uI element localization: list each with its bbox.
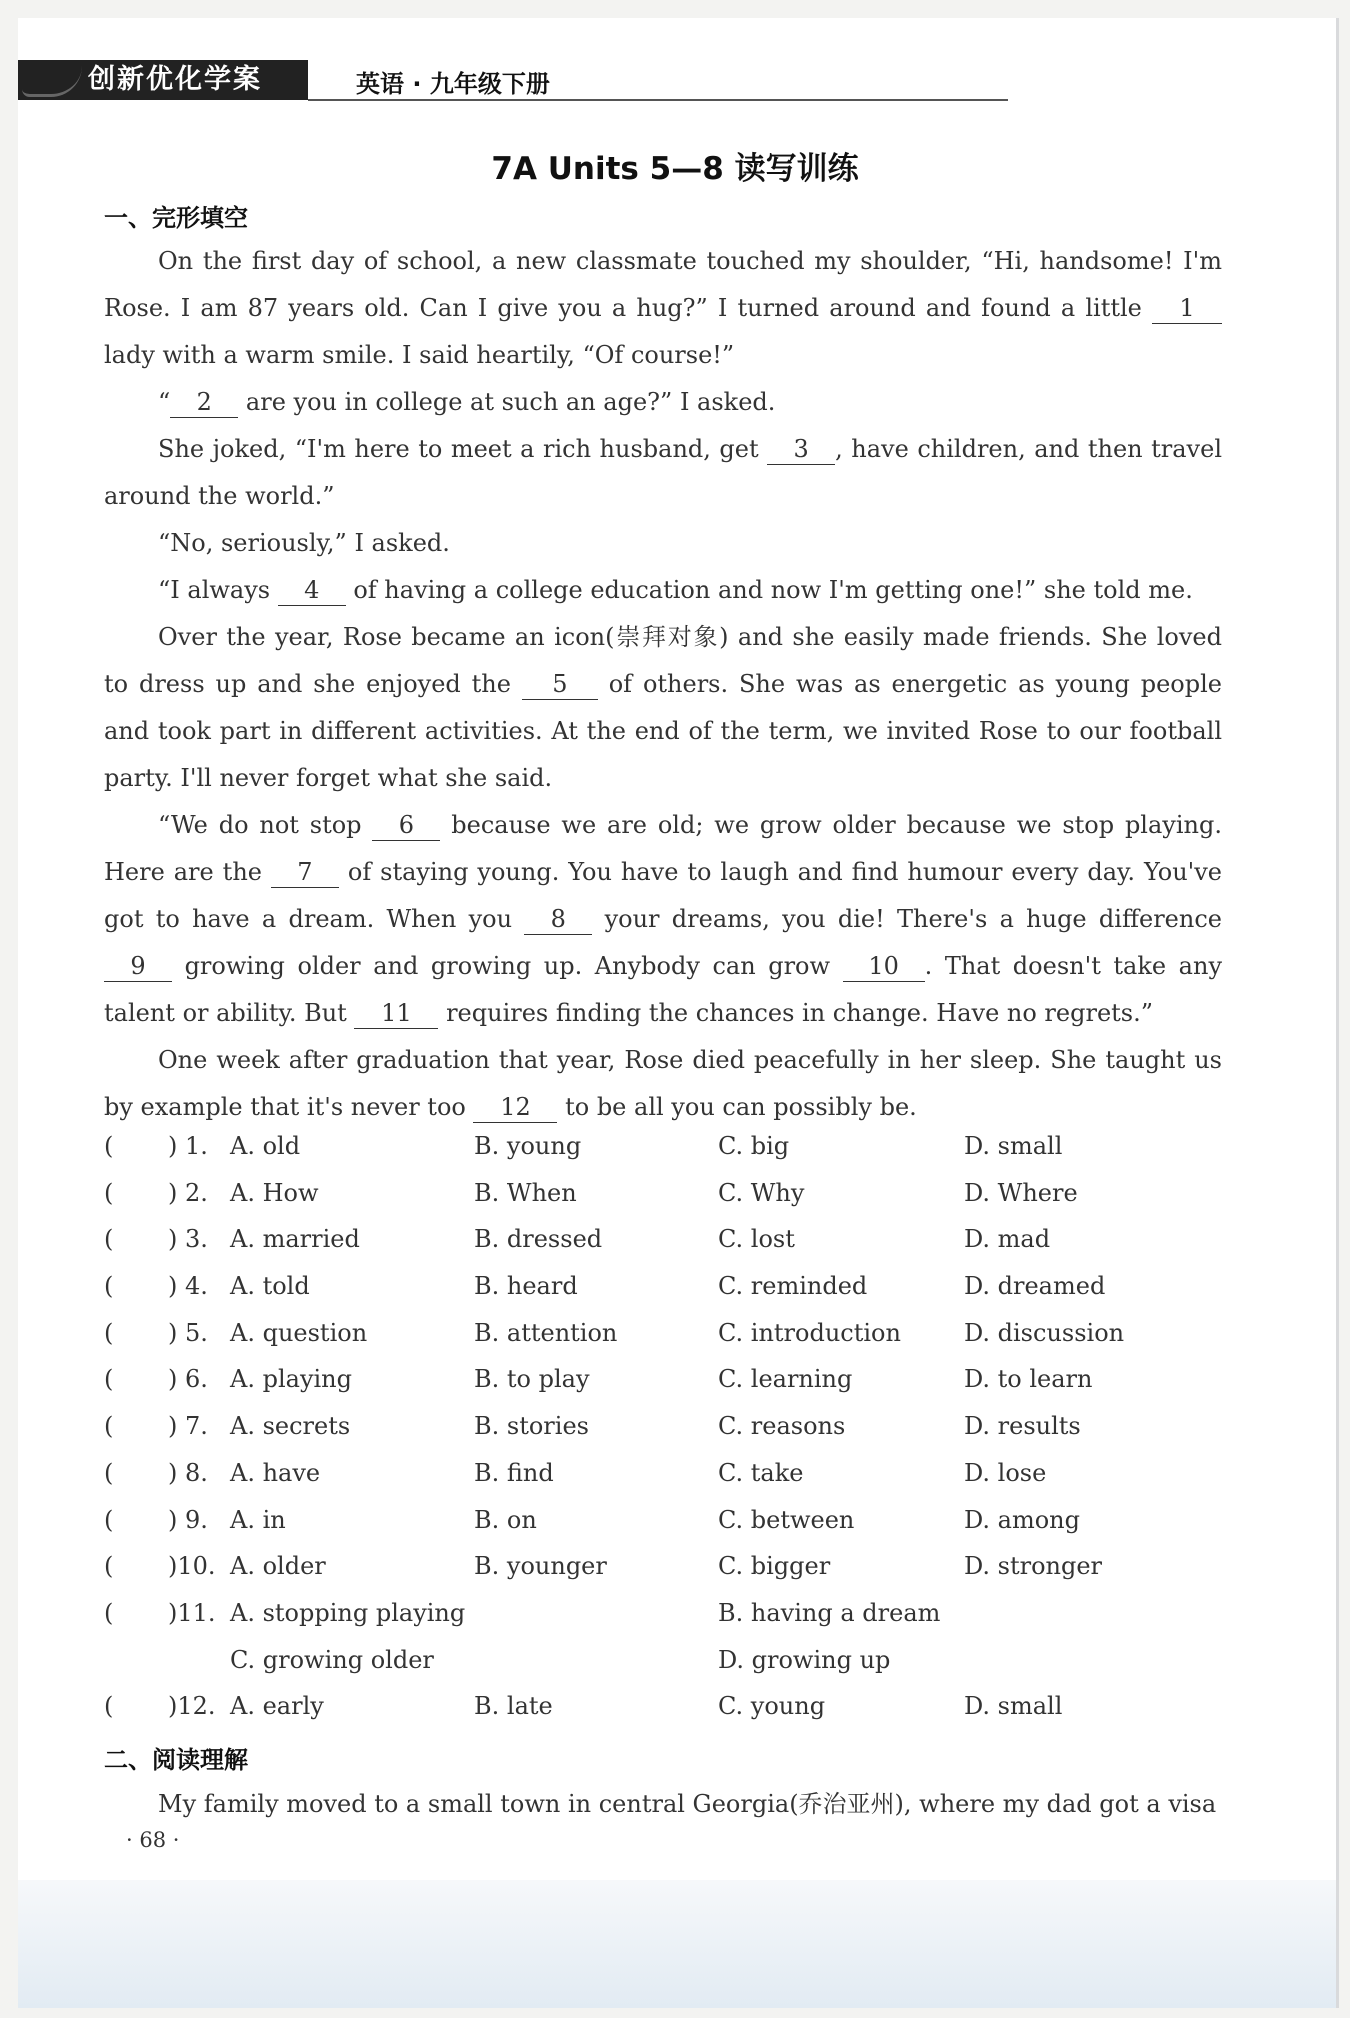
question-row: [104, 1314, 1222, 1361]
option-c: C. introduction: [718, 1318, 901, 1347]
option-b: B. When: [474, 1178, 577, 1207]
question-row: [104, 1220, 1222, 1267]
passage-text: of others. She was as energetic as young people and took part in different activities. At the end of the term, we invited Rose to our football party. I'll never forget what she said.: [104, 670, 1223, 792]
question-row: [104, 1641, 1222, 1688]
blank-9[interactable]: 9: [104, 951, 172, 982]
option-d: D. results: [964, 1412, 1081, 1441]
question-row: [104, 1360, 1222, 1407]
passage-text: because we are old; we grow older because we stop playing. Here are the: [104, 811, 1222, 886]
option-d: D. Where: [964, 1178, 1078, 1207]
option-a: A. in: [230, 1505, 286, 1534]
option-c: C. Why: [718, 1178, 805, 1207]
passage-paragraph: [104, 379, 1222, 426]
answer-paren[interactable]: (: [104, 1365, 114, 1394]
option-c: B. having a dream: [718, 1598, 941, 1627]
question-number: ) 4.: [168, 1272, 208, 1301]
option-c: C. lost: [718, 1225, 795, 1254]
passage-text: lady with a warm smile. I said heartily, “Of course!”: [104, 341, 735, 369]
question-row: [104, 1547, 1222, 1594]
passage-text: “We do not stop: [158, 811, 373, 839]
option-d: D. lose: [964, 1458, 1047, 1487]
option-b: B. younger: [474, 1552, 607, 1581]
option-a: A. married: [230, 1225, 360, 1254]
cloze-options: [104, 1127, 1222, 1734]
option-a: A. playing: [230, 1365, 352, 1394]
option-c: C. big: [718, 1132, 790, 1160]
passage-text: “No, seriously,” I asked.: [158, 529, 450, 557]
blank-11[interactable]: 11: [354, 998, 438, 1029]
passage-paragraph: [104, 614, 1222, 802]
header-divider: [308, 99, 1008, 101]
option-c: C. reminded: [718, 1272, 868, 1301]
passage-text: of staying young. You have to laugh and find humour every day. You've got to have a dream. When you: [104, 858, 1223, 933]
passage-text: your dreams, you die! There's a huge difference: [592, 905, 1222, 933]
answer-paren[interactable]: (: [104, 1132, 114, 1160]
option-d: D. to learn: [964, 1365, 1093, 1394]
question-number: )11.: [168, 1598, 216, 1627]
answer-paren[interactable]: (: [104, 1505, 114, 1534]
question-row: [104, 1687, 1222, 1734]
passage-text: . That doesn't take any talent or ability. But: [104, 952, 1222, 1027]
passage-paragraph: [104, 567, 1222, 614]
passage-paragraph: [104, 802, 1222, 1037]
blank-1[interactable]: 1: [1152, 293, 1222, 324]
passage-text: On the first day of school, a new classmate touched my shoulder, “Hi, handsome! I'm Rose. I am 87 years old. Can I give you a hug?” I turned around and found a little: [104, 247, 1222, 322]
answer-paren[interactable]: (: [104, 1225, 114, 1254]
option-b: B. dressed: [474, 1225, 603, 1254]
answer-paren[interactable]: (: [104, 1272, 114, 1301]
brand-flourish: [22, 66, 82, 97]
option-a: A. told: [230, 1272, 310, 1301]
passage-text: She joked, “I'm here to meet a rich husband, get: [158, 435, 768, 463]
option-b: B. find: [474, 1458, 554, 1487]
page-bottom-shade: [18, 1880, 1336, 2008]
question-number: ) 3.: [168, 1225, 208, 1254]
option-b: B. on: [474, 1505, 537, 1534]
blank-7[interactable]: 7: [271, 857, 339, 888]
option-b: B. to play: [474, 1365, 590, 1394]
option-a: C. growing older: [230, 1645, 434, 1674]
answer-paren[interactable]: (: [104, 1412, 114, 1441]
option-a: A. question: [230, 1318, 368, 1347]
blank-4[interactable]: 4: [278, 575, 346, 606]
passage-text: of having a college education and now I'm getting one!” she told me.: [345, 576, 1193, 604]
section-heading-cloze: 一、完形填空: [104, 204, 248, 232]
option-a: A. old: [230, 1132, 301, 1160]
passage-text: are you in college at such an age?” I asked.: [238, 388, 776, 416]
option-d: D. dreamed: [964, 1272, 1106, 1301]
option-b: B. stories: [474, 1412, 589, 1441]
option-c: C. reasons: [718, 1412, 846, 1441]
question-row: [104, 1407, 1222, 1454]
passage-text: , have children, and then travel around the world.”: [104, 435, 1222, 510]
option-c: C. bigger: [718, 1552, 831, 1581]
blank-2[interactable]: 2: [170, 387, 238, 418]
blank-8[interactable]: 8: [524, 904, 592, 935]
question-number: ) 6.: [168, 1365, 208, 1394]
passage-text: “I always: [158, 576, 278, 604]
question-number: )12.: [168, 1692, 216, 1721]
option-c: C. between: [718, 1505, 855, 1534]
blank-6[interactable]: 6: [372, 810, 440, 841]
blank-5[interactable]: 5: [522, 669, 598, 700]
question-number: ) 8.: [168, 1458, 208, 1487]
option-a: A. have: [230, 1458, 321, 1487]
reading-first-line: My family moved to a small town in central Georgia(乔治亚州), where my dad got a visa: [158, 1790, 1217, 1818]
page-title: 7A Units 5—8 读写训练: [491, 151, 859, 187]
page-number: · 68 ·: [126, 1828, 180, 1852]
option-c: C. young: [718, 1692, 826, 1721]
passage-text: One week after graduation that year, Rose died peacefully in her sleep. She taught us by example that it's never too: [104, 1046, 1222, 1121]
answer-paren[interactable]: (: [104, 1552, 114, 1581]
subject-label: 英语 · 九年级下册: [356, 70, 550, 98]
section-heading-reading: 二、阅读理解: [104, 1746, 248, 1774]
option-c: C. learning: [718, 1365, 853, 1394]
question-number: ) 9.: [168, 1505, 208, 1534]
question-number: ) 2.: [168, 1178, 208, 1207]
option-d: D. small: [964, 1132, 1063, 1160]
blank-3[interactable]: 3: [767, 434, 835, 465]
brand-text: 创新优化学案: [88, 64, 262, 95]
option-a: A. stopping playing: [230, 1598, 466, 1627]
passage-paragraph: [104, 426, 1222, 520]
option-b: B. late: [474, 1692, 553, 1721]
option-b: B. attention: [474, 1318, 618, 1347]
option-a: A. early: [230, 1692, 324, 1721]
brand-logo: [18, 60, 308, 100]
option-a: A. secrets: [230, 1412, 351, 1441]
option-d: D. mad: [964, 1225, 1051, 1254]
question-number: ) 5.: [168, 1318, 208, 1347]
blank-12[interactable]: 12: [473, 1092, 557, 1123]
option-d: D. small: [964, 1692, 1063, 1721]
passage-text: growing older and growing up. Anybody can grow: [172, 952, 843, 980]
option-d: D. discussion: [964, 1318, 1125, 1347]
question-row: [104, 1594, 1222, 1641]
passage-paragraph: [104, 520, 1222, 567]
question-number: ) 7.: [168, 1412, 208, 1441]
question-row: [104, 1501, 1222, 1548]
answer-paren[interactable]: (: [104, 1692, 114, 1721]
option-a: A. How: [230, 1178, 319, 1207]
passage-paragraph: [104, 1037, 1222, 1131]
question-row: [104, 1267, 1222, 1314]
answer-paren[interactable]: (: [104, 1458, 114, 1487]
option-b: B. young: [474, 1132, 582, 1160]
page-header: [18, 60, 1018, 102]
option-b: B. heard: [474, 1272, 578, 1301]
passage-text: to be all you can possibly be.: [557, 1093, 917, 1121]
answer-paren[interactable]: (: [104, 1178, 114, 1207]
passage-text: “: [158, 388, 171, 416]
option-a: A. older: [230, 1552, 326, 1581]
passage-text: requires finding the chances in change. Have no regrets.”: [438, 999, 1154, 1027]
question-row: [104, 1127, 1222, 1174]
passage-paragraph: [104, 238, 1222, 379]
question-row: [104, 1174, 1222, 1221]
answer-paren[interactable]: (: [104, 1318, 114, 1347]
question-number: ) 1.: [168, 1132, 208, 1160]
question-number: )10.: [168, 1552, 216, 1581]
passage-text: Over the year, Rose became an icon(崇拜对象) and she easily made friends. She loved to dress up and she enjoyed the: [104, 623, 1222, 698]
blank-10[interactable]: 10: [843, 951, 925, 982]
question-row: [104, 1454, 1222, 1501]
cloze-passage: [104, 238, 1222, 1131]
option-d: D. stronger: [964, 1552, 1103, 1581]
option-c: D. growing up: [718, 1645, 891, 1674]
answer-paren[interactable]: (: [104, 1598, 114, 1627]
option-d: D. among: [964, 1505, 1080, 1534]
option-c: C. take: [718, 1458, 804, 1487]
